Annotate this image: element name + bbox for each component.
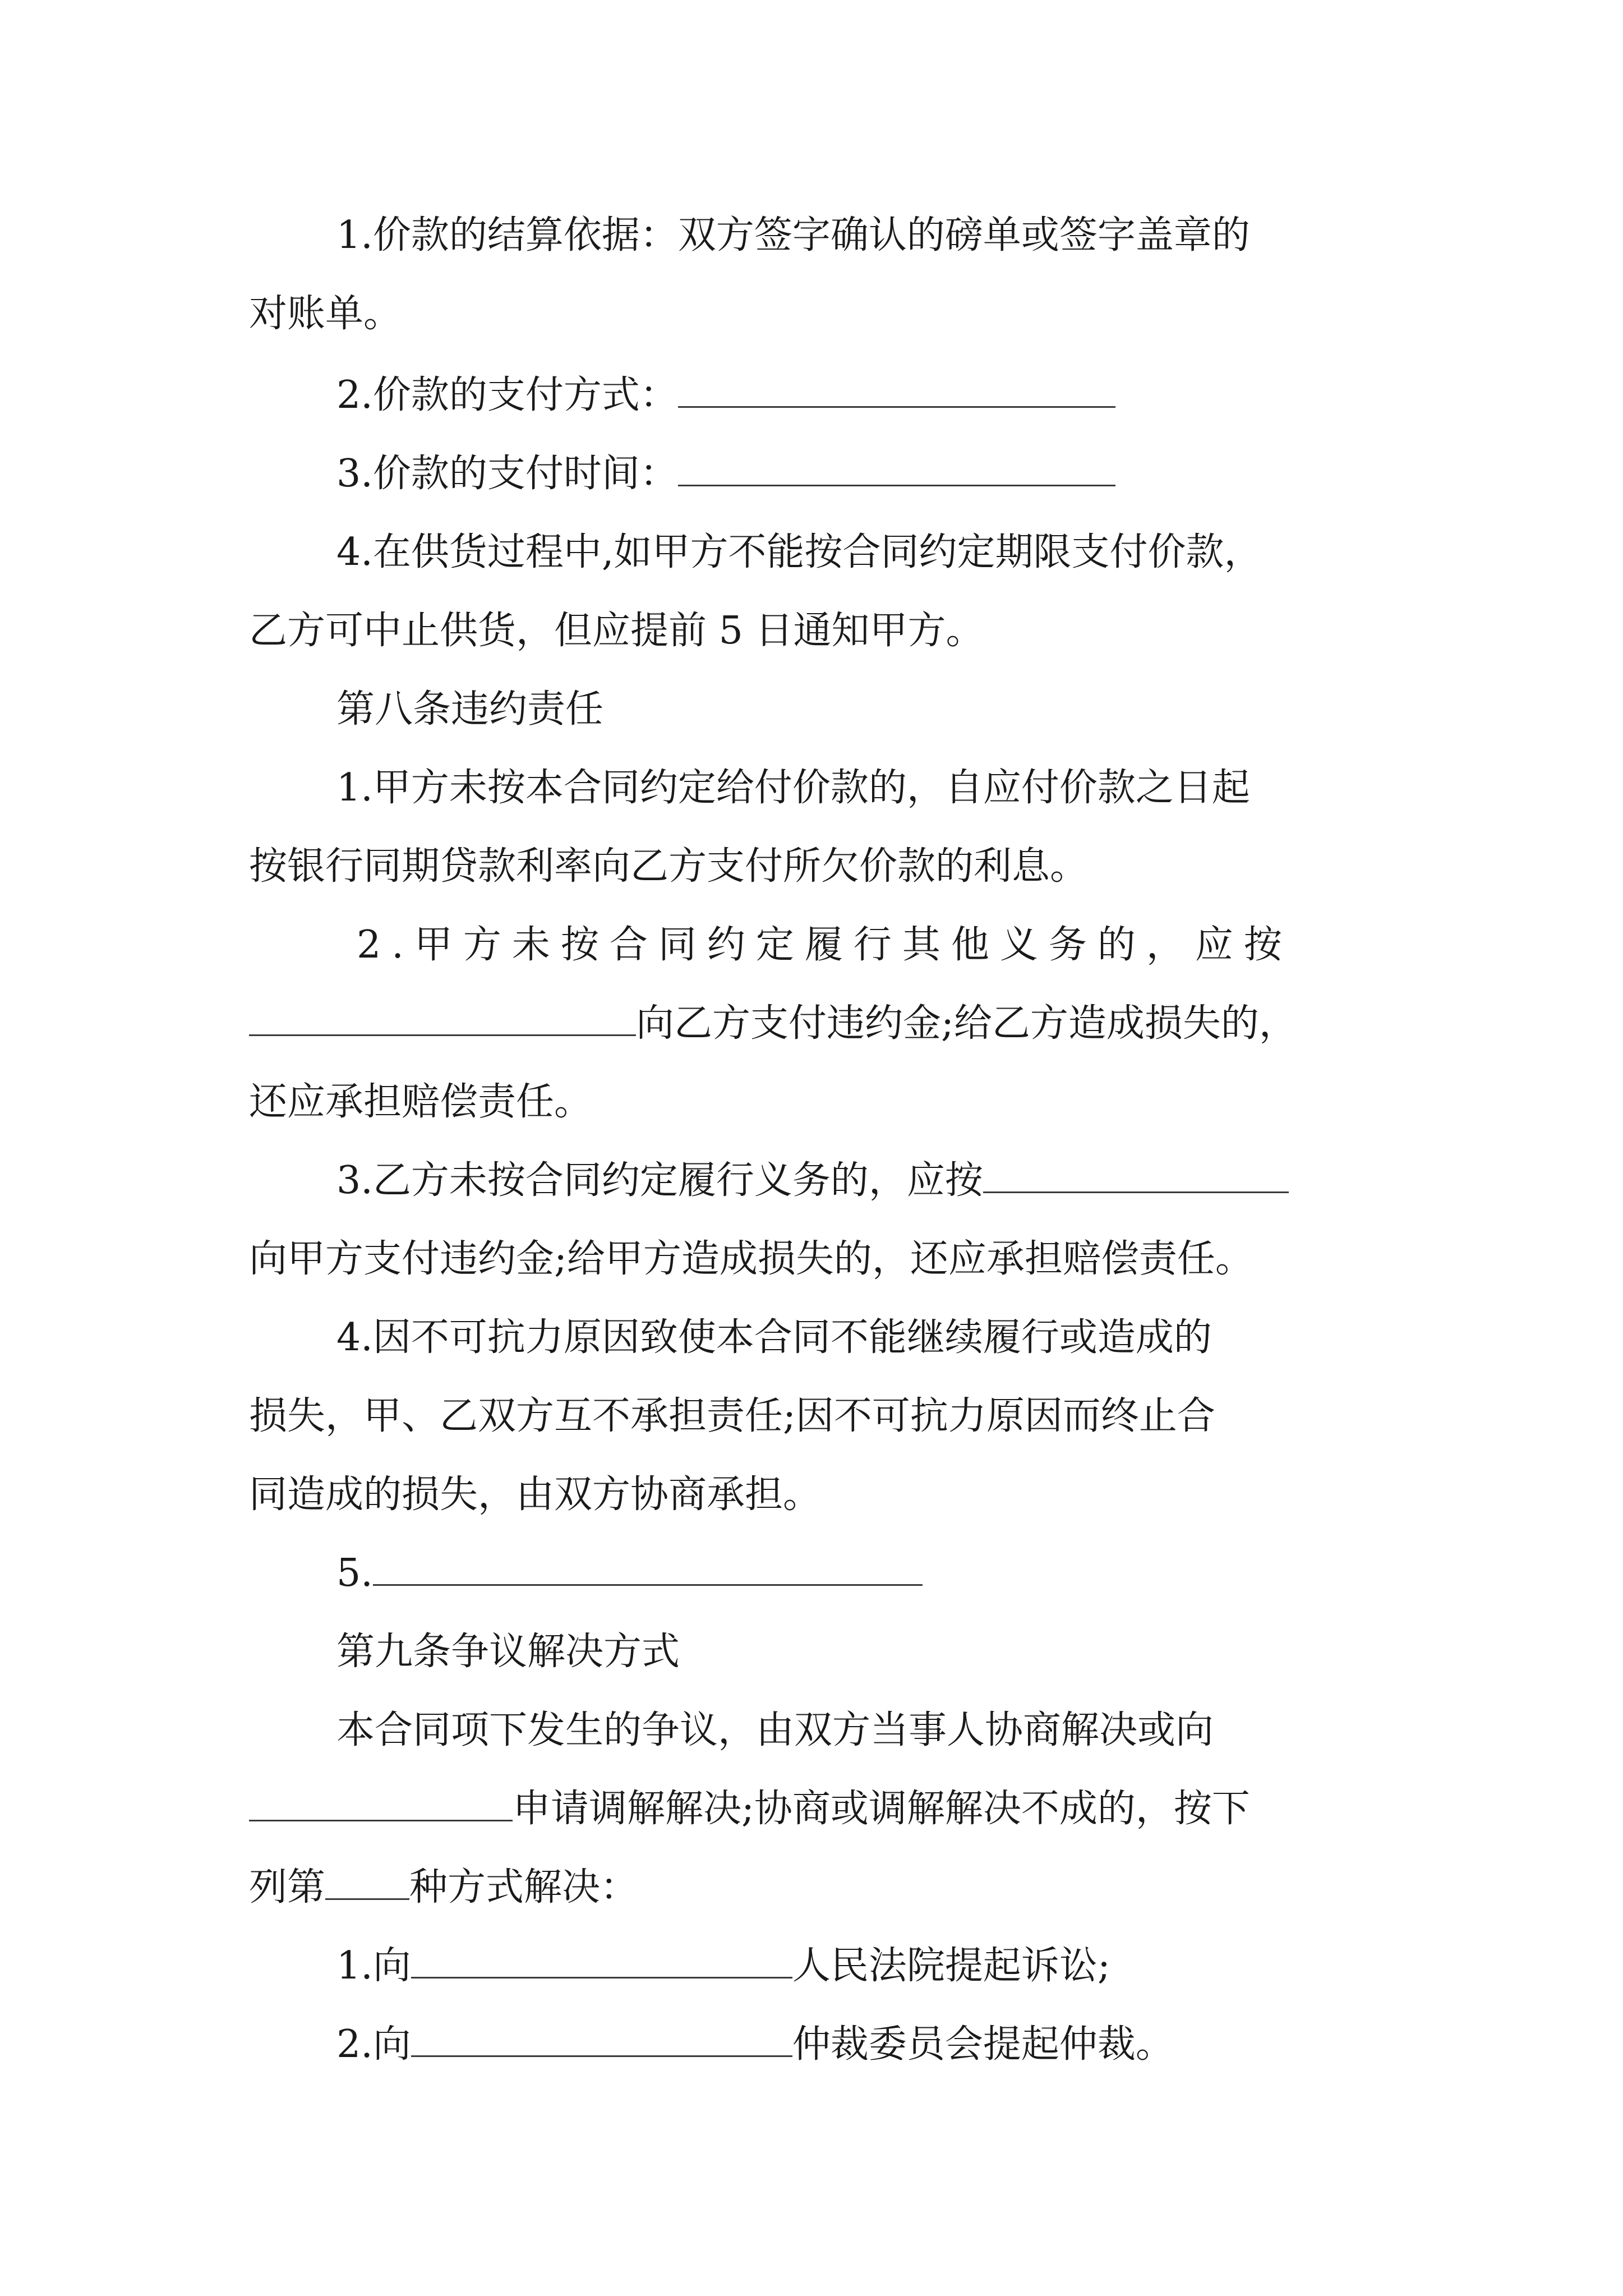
section9-heading: 第九条争议解决方式	[336, 1630, 680, 1674]
s7-item2-label: 2.价款的支付方式：	[336, 373, 678, 417]
s7-item3-blank[interactable]	[678, 449, 1115, 486]
s8-item2-line3: 还应承担赔偿责任。	[249, 1080, 593, 1124]
s9-option1-b: 人民法院提起诉讼;	[792, 1944, 1110, 1988]
s7-item3	[336, 449, 1115, 499]
s9-para-line2	[249, 1784, 1250, 1834]
s7-item4-line2: 乙方可中止供货，但应提前 5 日通知甲方。	[249, 609, 984, 653]
s9-para-line1: 本合同项下发生的争议，由双方当事人协商解决或向	[336, 1708, 1214, 1752]
s8-item5-blank[interactable]	[373, 1548, 923, 1586]
s9-option1	[336, 1941, 1110, 1991]
s8-item2-line2-text: 向乙方支付违约金;给乙方造成损失的，	[636, 1001, 1297, 1046]
s8-item2-line1: 2.甲方未按合同约定履行其他义务的，应按	[357, 923, 1293, 967]
s9-option2-b: 仲裁委员会提起仲裁。	[792, 2022, 1174, 2067]
s9-option-number-blank[interactable]	[325, 1862, 409, 1900]
s8-item4-line2: 损失，甲、乙双方互不承担责任;因不可抗力原因而终止合	[249, 1394, 1215, 1438]
s9-para-line2-text: 申请调解解决;协商或调解解决不成的，按下	[513, 1787, 1250, 1831]
s9-para-line3-a: 列第	[249, 1865, 326, 1910]
s7-item3-label: 3.价款的支付时间：	[336, 452, 678, 496]
s8-item1-line1: 1.甲方未按本合同约定给付价款的，自应付价款之日起	[336, 766, 1250, 810]
s8-item4-line3: 同造成的损失，由双方协商承担。	[249, 1473, 822, 1517]
s9-mediator-blank[interactable]	[249, 1784, 513, 1821]
s9-arbitration-blank[interactable]	[411, 2019, 792, 2057]
s8-item5-label: 5.	[336, 1551, 373, 1595]
s7-item2-blank[interactable]	[678, 370, 1115, 408]
s9-option1-a: 1.向	[336, 1944, 411, 1988]
s8-item2-line2	[249, 999, 1297, 1049]
s9-para-line3-b: 种方式解决：	[409, 1865, 639, 1910]
s8-item5	[336, 1548, 923, 1599]
s7-item2	[336, 370, 1115, 421]
s9-option2	[336, 2019, 1174, 2070]
s7-item1-line2: 对账单。	[249, 292, 402, 336]
s8-item2-blank[interactable]	[249, 999, 636, 1036]
s9-court-blank[interactable]	[411, 1941, 792, 1978]
s8-item3-line1-text: 3.乙方未按合同约定履行义务的，应按	[336, 1158, 983, 1203]
s9-option2-a: 2.向	[336, 2022, 411, 2067]
s8-item3-blank[interactable]	[983, 1156, 1289, 1193]
s7-item1-line1: 1.价款的结算依据：双方签字确认的磅单或签字盖章的	[336, 213, 1250, 257]
s9-para-line3	[249, 1862, 638, 1913]
s8-item4-line1: 4.因不可抗力原因致使本合同不能继续履行或造成的	[336, 1315, 1212, 1360]
s8-item1-line2: 按银行同期贷款利率向乙方支付所欠价款的利息。	[249, 844, 1089, 889]
s8-item3-line2: 向甲方支付违约金;给甲方造成损失的，还应承担赔偿责任。	[249, 1237, 1253, 1281]
s8-item3-line1	[336, 1156, 1289, 1206]
section8-heading: 第八条违约责任	[336, 687, 604, 731]
s7-item4-line1: 4.在供货过程中,如甲方不能按合同约定期限支付价款，	[336, 530, 1262, 574]
